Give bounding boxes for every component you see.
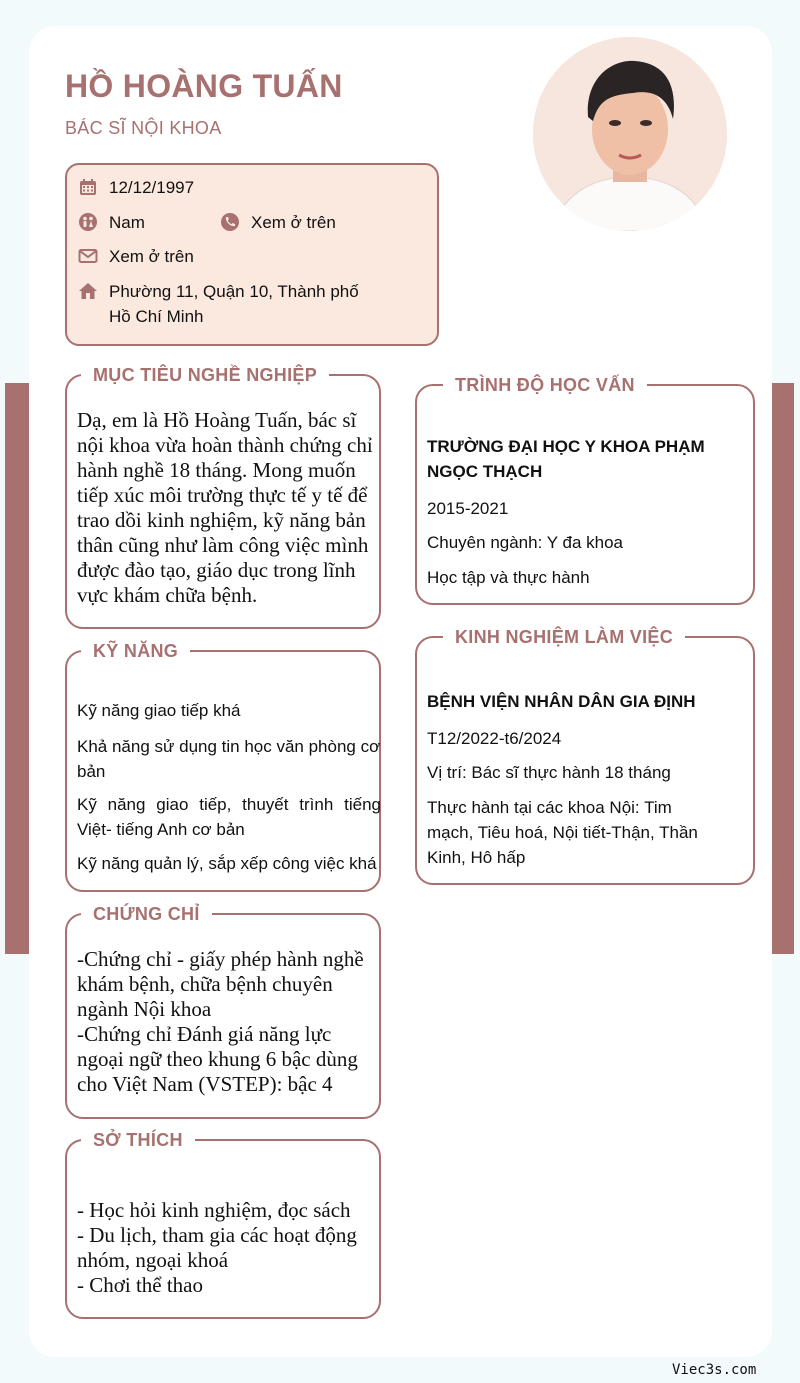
phone-icon (220, 212, 240, 232)
email-row (78, 244, 194, 269)
education-major: Chuyên ngành: Y đa khoa (427, 533, 623, 552)
objective-text: Dạ, em là Hồ Hoàng Tuấn, bác sĩ nội khoa vừa hoàn thành chứng chỉ hành nghề 18 tháng. Mong muốn tiếp xúc môi trường thực tế y tế để trao dồi kinh nghiệm, kỹ năng bản thân cũng như làm công việc mình được đào tạo, giáo dục trong lĩnh vực khám chữa bệnh. (77, 408, 373, 607)
education-description: Học tập và thực hành (427, 568, 590, 587)
footer-watermark: Viec3s.com (672, 1362, 757, 1378)
experience-description: Thực hành tại các khoa Nội: Tim mạch, Tiêu hoá, Nội tiết-Thận, Thần Kinh, Hô hấp (427, 798, 698, 867)
skills-heading: KỸ NĂNG (81, 640, 190, 662)
email-value[interactable]: Xem ở trên (109, 247, 194, 266)
hobby-line: - Chơi thể thao (77, 1273, 203, 1297)
experience-period: T12/2022-t6/2024 (427, 729, 562, 748)
skill-item: Khả năng sử dụng tin học văn phòng cơ bản (77, 737, 381, 781)
profile-photo (533, 37, 727, 231)
job-title: BÁC SĨ NỘI KHOA (65, 118, 222, 138)
candidate-name: HỒ HOÀNG TUẤN (65, 68, 343, 104)
hobby-line: - Du lịch, tham gia các hoạt động nhóm, ngoại khoá (77, 1223, 357, 1272)
skills-section (65, 641, 381, 892)
hobbies-section (65, 1130, 381, 1319)
experience-section (415, 627, 755, 885)
address-value: Phường 11, Quận 10, Thành phố Hồ Chí Minh (109, 282, 359, 326)
objective-heading: MỤC TIÊU NGHỀ NGHIỆP (81, 364, 329, 386)
birthday-value: 12/12/1997 (109, 178, 195, 197)
objective-section (65, 365, 381, 629)
skill-item: Kỹ năng giao tiếp khá (77, 701, 241, 720)
education-period: 2015-2021 (427, 499, 509, 518)
address-row (78, 279, 378, 329)
education-section (415, 375, 755, 605)
right-accent-band (772, 383, 794, 954)
gender-value: Nam (109, 213, 145, 232)
left-accent-band (5, 383, 29, 954)
company-name: BỆNH VIỆN NHÂN DÂN GIA ĐỊNH (427, 692, 696, 711)
experience-position: Vị trí: Bác sĩ thực hành 18 tháng (427, 763, 671, 782)
experience-heading: KINH NGHIỆM LÀM VIỆC (443, 626, 685, 648)
school-name: TRƯỜNG ĐẠI HỌC Y KHOA PHẠM NGỌC THẠCH (427, 437, 705, 481)
certificates-heading: CHỨNG CHỈ (81, 903, 212, 925)
calendar-icon (78, 177, 98, 197)
hobbies-heading: SỞ THÍCH (81, 1129, 195, 1151)
portrait-illustration (533, 37, 727, 231)
certificate-line: -Chứng chỉ - giấy phép hành nghề khám bệnh, chữa bệnh chuyên ngành Nội khoa (77, 947, 364, 1021)
gender-row (78, 210, 145, 235)
phone-row (220, 210, 336, 235)
gender-icon (78, 212, 98, 232)
skill-item: Kỹ năng giao tiếp, thuyết trình tiếng Việt- tiếng Anh cơ bản (77, 795, 381, 839)
certificates-section (65, 904, 381, 1119)
personal-info-box (65, 163, 439, 346)
hobby-line: - Học hỏi kinh nghiệm, đọc sách (77, 1198, 351, 1222)
education-heading: TRÌNH ĐỘ HỌC VẤN (443, 374, 647, 396)
birthday-row (78, 175, 194, 200)
skill-item: Kỹ năng quản lý, sắp xếp công việc khá (77, 854, 377, 873)
home-icon (78, 281, 98, 301)
phone-value[interactable]: Xem ở trên (251, 213, 336, 232)
certificate-line: -Chứng chỉ Đánh giá năng lực ngoại ngữ theo khung 6 bậc dùng cho Việt Nam (VSTEP): bậc 4 (77, 1022, 358, 1096)
envelope-icon (78, 246, 98, 266)
